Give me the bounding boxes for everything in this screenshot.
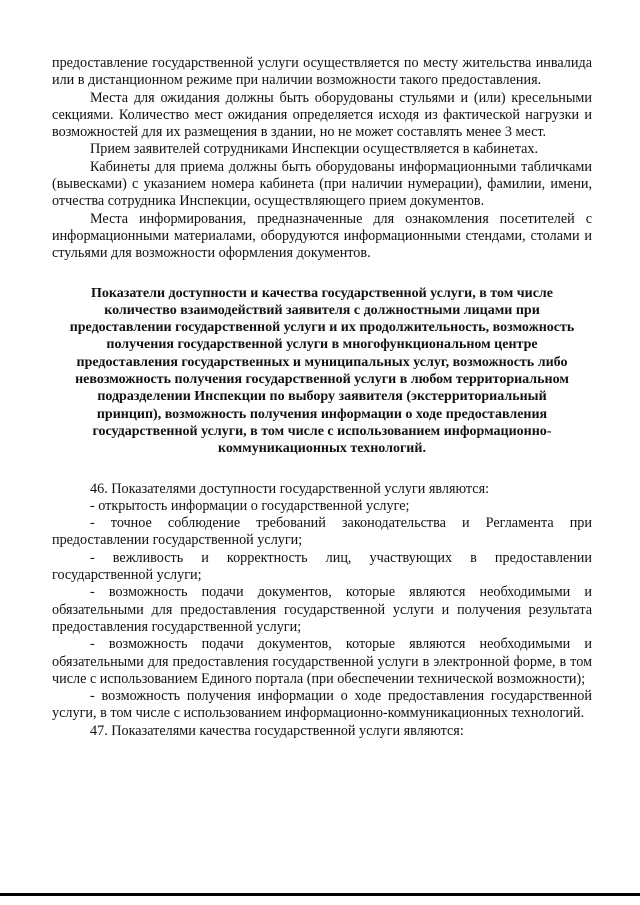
paragraph-continuation: предоставление государственной услуги осуществляется по месту жительства инвалида или в дистанционном режиме при наличии возможности такого предоставления. [52, 55, 592, 89]
list-item-compliance: - точное соблюдение требований законодательства и Регламента при предоставлении государственной услуги; [52, 515, 592, 549]
list-item-politeness: - вежливость и корректность лиц, участвующих в предоставлении государственной услуги; [52, 549, 592, 584]
paragraph-reception: Прием заявителей сотрудниками Инспекции осуществляется в кабинетах. [90, 141, 539, 158]
list-item-openness: - открытость информации о государственной услуге; [90, 497, 410, 514]
list-item-submission: - возможность подачи документов, которые являются необходимыми и обязательными для предоставления государственной услуги и получения результата предоставления государственной услуги; [52, 584, 592, 635]
list-item-electronic-submission: - возможность подачи документов, которые являются необходимыми и обязательными для предоставления государственной услуги в электронной форме, в том числе с использованием Единого портала (при обеспечении технической возможности); [52, 636, 592, 687]
paragraph-47: 47. Показателями качества государственной услуги являются: [90, 722, 464, 739]
list-item-progress-info: - возможность получения информации о ходе предоставления государственной услуги, в том числе с использованием информационно-коммуникационных технологий. [52, 688, 592, 722]
paragraph-waiting-places: Места для ожидания должны быть оборудованы стульями и (или) кресельными секциями. Количество мест ожидания определяется исходя из фактической нагрузки и возможностей для их размещения в здании, но не может составлять менее 3 мест. [52, 89, 592, 141]
section-heading: Показатели доступности и качества государственной услуги, в том числе количество взаимодействий заявителя с должностными лицами при предоставлении государственной услуги и их продолжительность, возможность получения государственной услуги в многофункциональном центре предоставления государственных и муниципальных услуг, возможность либо невозможность получения государственной услуги в любом территориальном подразделении Инспекции по выбору заявителя (экстерриториальный принцип), возможность получения информации о ходе предоставления государственной услуги, в том числе с использованием информационно-коммуникационных технологий. [69, 285, 575, 457]
document-page [52, 55, 592, 740]
paragraph-46: 46. Показателями доступности государственной услуги являются: [90, 480, 490, 497]
paragraph-info-places: Места информирования, предназначенные для ознакомления посетителей с информационными материалами, оборудуются информационными стендами, столами и стульями для возможности оформления документов. [52, 210, 592, 262]
paragraph-offices: Кабинеты для приема должны быть оборудованы информационными табличками (вывесками) с указанием номера кабинета (при наличии нумерации), фамилии, имени, отчества сотрудника Инспекции, осуществляющего прием документов. [52, 158, 592, 210]
bottom-border-line [0, 893, 640, 896]
